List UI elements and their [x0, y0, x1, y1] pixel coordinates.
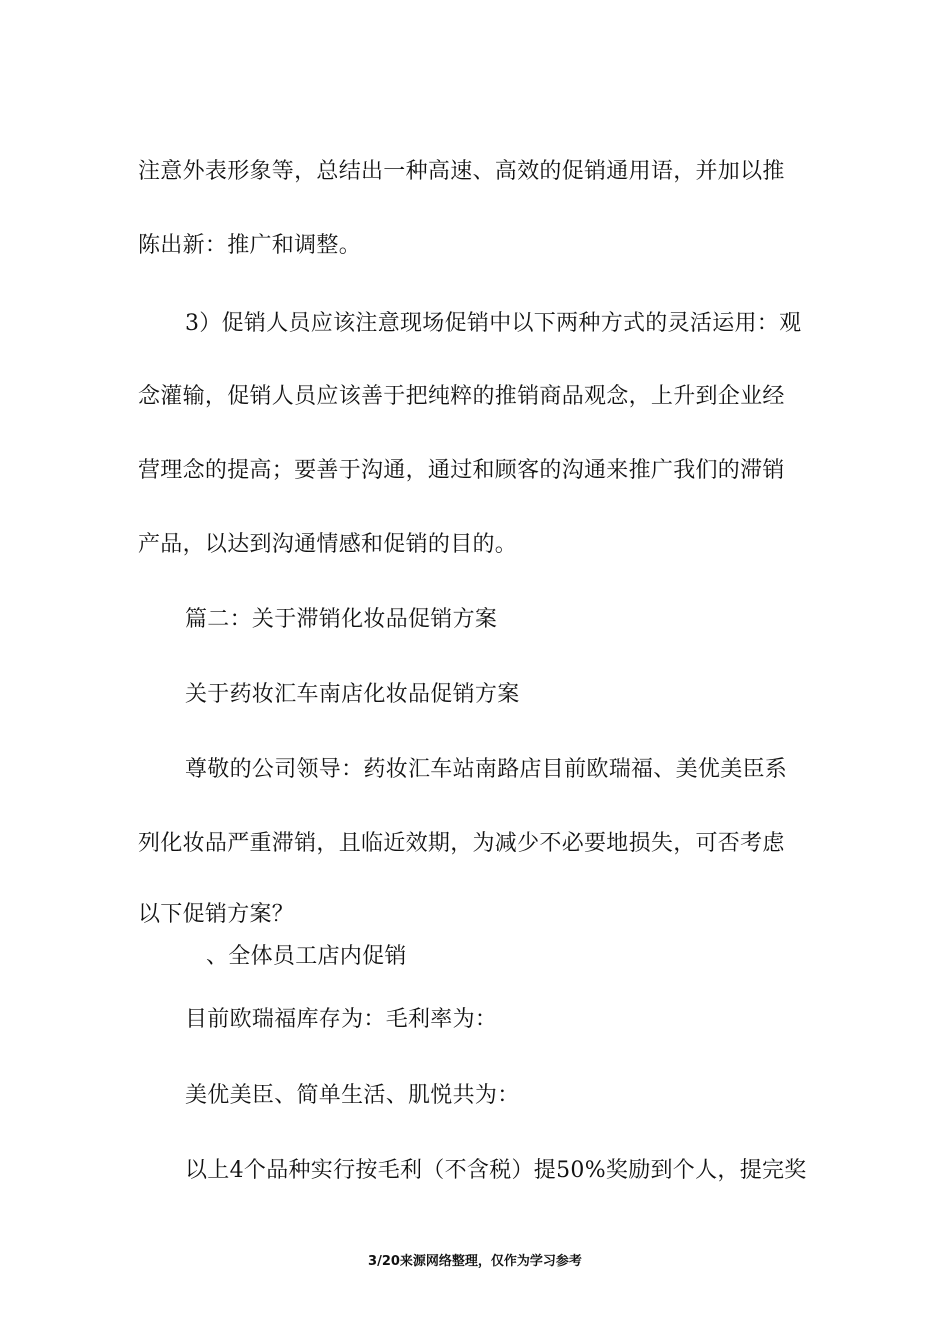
paragraph-line-6: 产品，以达到沟通情感和促销的目的。	[138, 532, 518, 557]
paragraph-line-3: 3）促销人员应该注意现场促销中以下两种方式的灵活运用：观	[185, 311, 802, 336]
paragraph-line-15: 以上4个品种实行按毛利（不含税）提50%奖励到个人，提完奖	[185, 1158, 807, 1183]
plan-title: 关于药妆汇车南店化妆品促销方案	[185, 682, 520, 707]
paragraph-line-9: 尊敬的公司领导：药妆汇车站南路店目前欧瑞福、美优美臣系	[185, 757, 788, 782]
paragraph-line-14: 美优美臣、简单生活、肌悦共为：	[185, 1083, 520, 1108]
paragraph-line-13: 目前欧瑞福库存为：毛利率为：	[185, 1007, 498, 1032]
paragraph-line-2: 陈出新：推广和调整。	[138, 233, 362, 258]
paragraph-line-1: 注意外表形象等，总结出一种高速、高效的促销通用语，并加以推	[138, 159, 785, 184]
paragraph-line-5: 营理念的提高；要善于沟通，通过和顾客的沟通来推广我们的滞销	[138, 458, 785, 483]
paragraph-line-4: 念灌输，促销人员应该善于把纯粹的推销商品观念，上升到企业经	[138, 384, 785, 409]
page-footer: 3/20来源网络整理，仅作为学习参考	[368, 1254, 582, 1269]
paragraph-line-11: 以下促销方案？	[138, 902, 295, 927]
section-heading: 篇二：关于滞销化妆品促销方案	[185, 607, 498, 632]
paragraph-line-10: 列化妆品严重滞销，且临近效期，为减少不必要地损失，可否考虑	[138, 831, 785, 856]
list-item-heading: 、全体员工店内促销	[206, 944, 407, 969]
